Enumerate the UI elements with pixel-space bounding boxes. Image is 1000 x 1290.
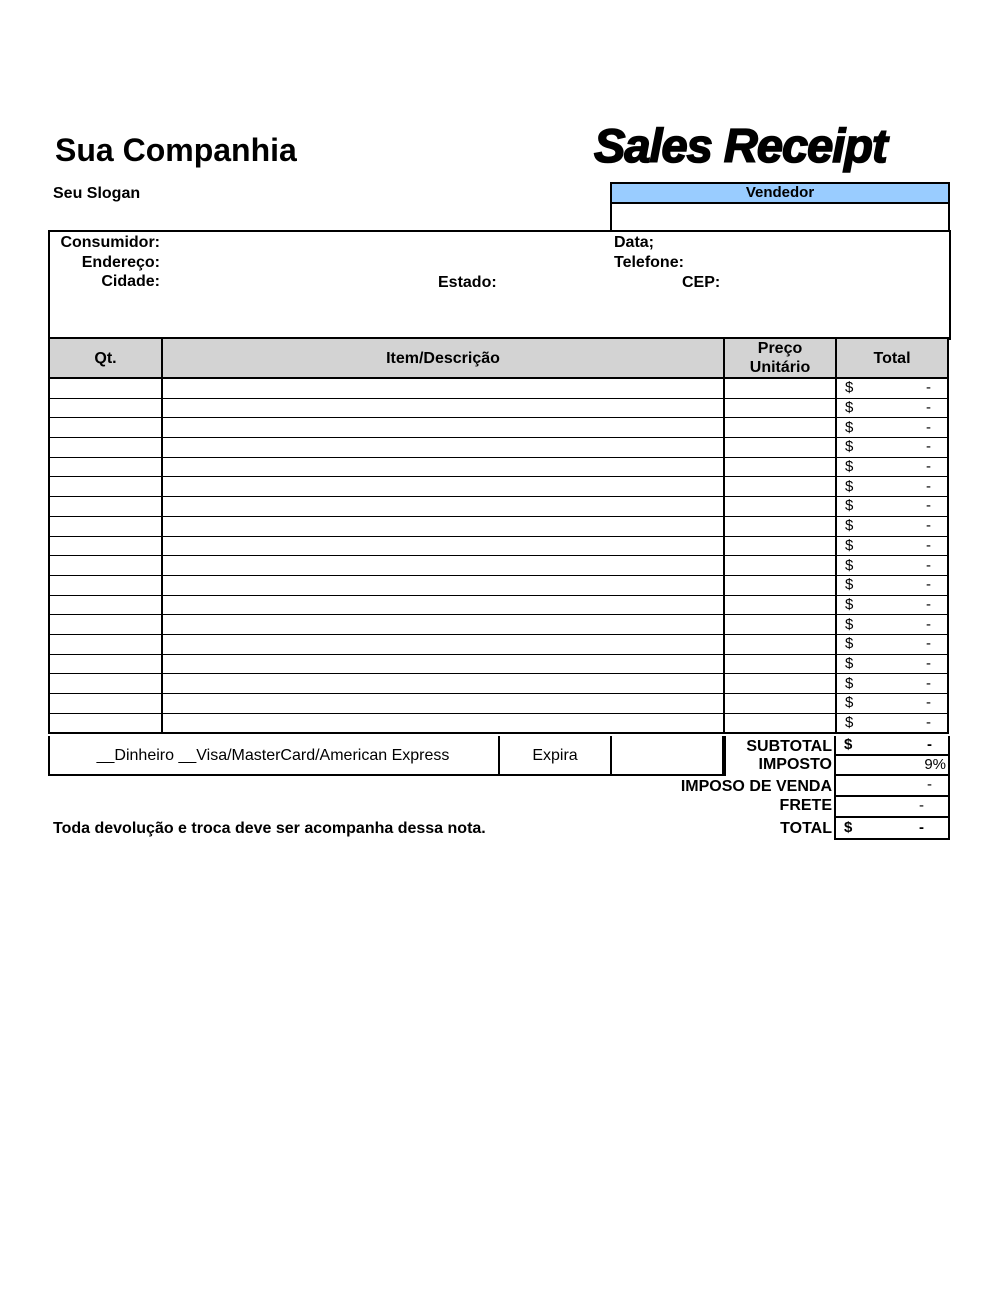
unit-price-cell[interactable] [724, 654, 836, 674]
line-total-cell [836, 457, 948, 477]
line-total-value: - [926, 556, 931, 574]
unit-price-cell[interactable] [724, 634, 836, 654]
table-row [49, 654, 948, 674]
return-policy-note: Toda devolução e troca deve ser acompanha dessa nota. [53, 820, 486, 837]
line-total-currency: $ [845, 458, 854, 476]
description-cell[interactable] [162, 556, 724, 576]
qty-cell[interactable] [49, 516, 162, 536]
table-row [49, 674, 948, 694]
sales-tax-value: - [834, 776, 950, 797]
unit-price-cell[interactable] [724, 378, 836, 398]
description-cell[interactable] [162, 654, 724, 674]
document-title: Sales Receipt [594, 119, 887, 172]
table-row [49, 378, 948, 398]
line-total-cell [836, 438, 948, 458]
line-total-currency: $ [845, 576, 854, 594]
qty-cell[interactable] [49, 556, 162, 576]
qty-cell[interactable] [49, 398, 162, 418]
qty-cell[interactable] [49, 418, 162, 438]
qty-cell[interactable] [49, 457, 162, 477]
qty-cell[interactable] [49, 378, 162, 398]
table-row [49, 398, 948, 418]
line-total-value: - [926, 635, 931, 653]
company-slogan: Seu Slogan [53, 185, 141, 202]
consumer-label: Consumidor: [60, 234, 160, 251]
zip-label: CEP: [682, 274, 721, 291]
line-total-value: - [926, 438, 931, 456]
unit-price-cell[interactable] [724, 615, 836, 635]
line-total-currency: $ [845, 477, 854, 495]
unit-price-cell[interactable] [724, 595, 836, 615]
description-cell[interactable] [162, 438, 724, 458]
description-cell[interactable] [162, 398, 724, 418]
unit-price-cell[interactable] [724, 477, 836, 497]
table-row [49, 477, 948, 497]
line-total-cell [836, 536, 948, 556]
sales-tax-label: IMPOSO DE VENDA [680, 778, 832, 795]
unit-price-cell[interactable] [724, 556, 836, 576]
line-total-cell [836, 674, 948, 694]
line-total-currency: $ [845, 674, 854, 692]
subtotal-label: SUBTOTAL [746, 738, 832, 755]
phone-label: Telefone: [614, 254, 684, 271]
table-row [49, 595, 948, 615]
description-cell[interactable] [162, 713, 724, 733]
description-cell[interactable] [162, 477, 724, 497]
description-cell[interactable] [162, 516, 724, 536]
total-value: - [919, 819, 924, 836]
line-total-currency: $ [845, 418, 854, 436]
table-row [49, 418, 948, 438]
table-row [49, 438, 948, 458]
qty-cell[interactable] [49, 575, 162, 595]
line-total-cell [836, 654, 948, 674]
line-total-currency: $ [845, 536, 854, 554]
table-row [49, 497, 948, 517]
qty-cell[interactable] [49, 615, 162, 635]
line-total-currency: $ [845, 714, 854, 732]
date-label: Data; [614, 234, 655, 251]
table-row [49, 575, 948, 595]
unit-price-cell[interactable] [724, 516, 836, 536]
line-total-currency: $ [845, 595, 854, 613]
table-row [49, 615, 948, 635]
line-total-currency: $ [845, 556, 854, 574]
description-cell[interactable] [162, 457, 724, 477]
table-row [49, 634, 948, 654]
table-row [49, 457, 948, 477]
description-cell[interactable] [162, 418, 724, 438]
line-total-cell [836, 615, 948, 635]
total-value-box [834, 818, 950, 840]
qty-cell[interactable] [49, 713, 162, 733]
line-total-currency: $ [845, 654, 854, 672]
qty-cell[interactable] [49, 536, 162, 556]
header-unit-price: Preço Unitário [724, 338, 836, 378]
line-total-cell [836, 378, 948, 398]
line-total-cell [836, 556, 948, 576]
qty-cell[interactable] [49, 674, 162, 694]
subtotal-value: - [927, 736, 932, 753]
subtotal-currency: $ [844, 736, 853, 753]
freight-label: FRETE [779, 797, 832, 814]
unit-price-cell[interactable] [724, 497, 836, 517]
unit-price-cell[interactable] [724, 674, 836, 694]
company-name: Sua Companhia [55, 132, 297, 168]
line-total-value: - [926, 595, 931, 613]
line-total-currency: $ [845, 399, 854, 417]
description-cell[interactable] [162, 615, 724, 635]
line-total-cell [836, 575, 948, 595]
unit-price-cell[interactable] [724, 575, 836, 595]
line-total-cell [836, 516, 948, 536]
line-total-value: - [926, 576, 931, 594]
description-cell[interactable] [162, 694, 724, 714]
card-expiry-label: Expira [500, 736, 612, 776]
line-total-cell [836, 398, 948, 418]
line-total-currency: $ [845, 497, 854, 515]
line-total-currency: $ [845, 635, 854, 653]
qty-cell[interactable] [49, 595, 162, 615]
line-total-currency: $ [845, 517, 854, 535]
line-total-cell [836, 497, 948, 517]
line-total-cell [836, 694, 948, 714]
tax-rate[interactable]: 9% [834, 756, 950, 776]
line-total-currency: $ [845, 438, 854, 456]
line-total-value: - [926, 477, 931, 495]
items-table [48, 337, 949, 734]
line-total-cell [836, 595, 948, 615]
unit-price-cell[interactable] [724, 713, 836, 733]
description-cell[interactable] [162, 575, 724, 595]
total-label: TOTAL [780, 820, 832, 837]
unit-price-cell[interactable] [724, 457, 836, 477]
subtotal-value-box [834, 736, 950, 756]
line-total-value: - [926, 615, 931, 633]
description-cell[interactable] [162, 595, 724, 615]
line-total-value: - [926, 517, 931, 535]
freight-value[interactable]: - [834, 797, 950, 818]
line-total-currency: $ [845, 615, 854, 633]
table-row [49, 694, 948, 714]
qty-cell[interactable] [49, 438, 162, 458]
line-total-value: - [926, 458, 931, 476]
table-row [49, 713, 948, 733]
customer-info-box [48, 230, 951, 340]
unit-price-cell[interactable] [724, 418, 836, 438]
line-total-value: - [926, 399, 931, 417]
header-total: Total [836, 338, 948, 378]
total-currency: $ [844, 819, 853, 836]
unit-price-cell[interactable] [724, 536, 836, 556]
line-total-cell [836, 713, 948, 733]
line-total-cell [836, 418, 948, 438]
header-qty: Qt. [49, 338, 162, 378]
vendor-label: Vendedor [612, 184, 948, 204]
description-cell[interactable] [162, 378, 724, 398]
address-label: Endereço: [81, 254, 160, 271]
line-total-cell [836, 477, 948, 497]
line-total-value: - [926, 379, 931, 397]
line-total-value: - [926, 714, 931, 732]
line-total-cell [836, 634, 948, 654]
tax-label: IMPOSTO [758, 756, 832, 773]
state-label: Estado: [438, 274, 497, 291]
description-cell[interactable] [162, 634, 724, 654]
description-cell[interactable] [162, 497, 724, 517]
line-total-value: - [926, 418, 931, 436]
line-total-value: - [926, 674, 931, 692]
qty-cell[interactable] [49, 634, 162, 654]
line-total-value: - [926, 536, 931, 554]
description-cell[interactable] [162, 674, 724, 694]
qty-cell[interactable] [49, 477, 162, 497]
table-row [49, 516, 948, 536]
line-total-value: - [926, 694, 931, 712]
line-total-currency: $ [845, 379, 854, 397]
table-row [49, 536, 948, 556]
line-total-currency: $ [845, 694, 854, 712]
description-cell[interactable] [162, 536, 724, 556]
qty-cell[interactable] [49, 654, 162, 674]
unit-price-cell[interactable] [724, 398, 836, 418]
line-total-value: - [926, 497, 931, 515]
qty-cell[interactable] [49, 497, 162, 517]
unit-price-cell[interactable] [724, 694, 836, 714]
city-label: Cidade: [101, 273, 160, 290]
header-description: Item/Descrição [162, 338, 724, 378]
payment-methods[interactable]: __Dinheiro __Visa/MasterCard/American Express [48, 736, 500, 776]
table-row [49, 556, 948, 576]
qty-cell[interactable] [49, 694, 162, 714]
unit-price-cell[interactable] [724, 438, 836, 458]
line-total-value: - [926, 654, 931, 672]
